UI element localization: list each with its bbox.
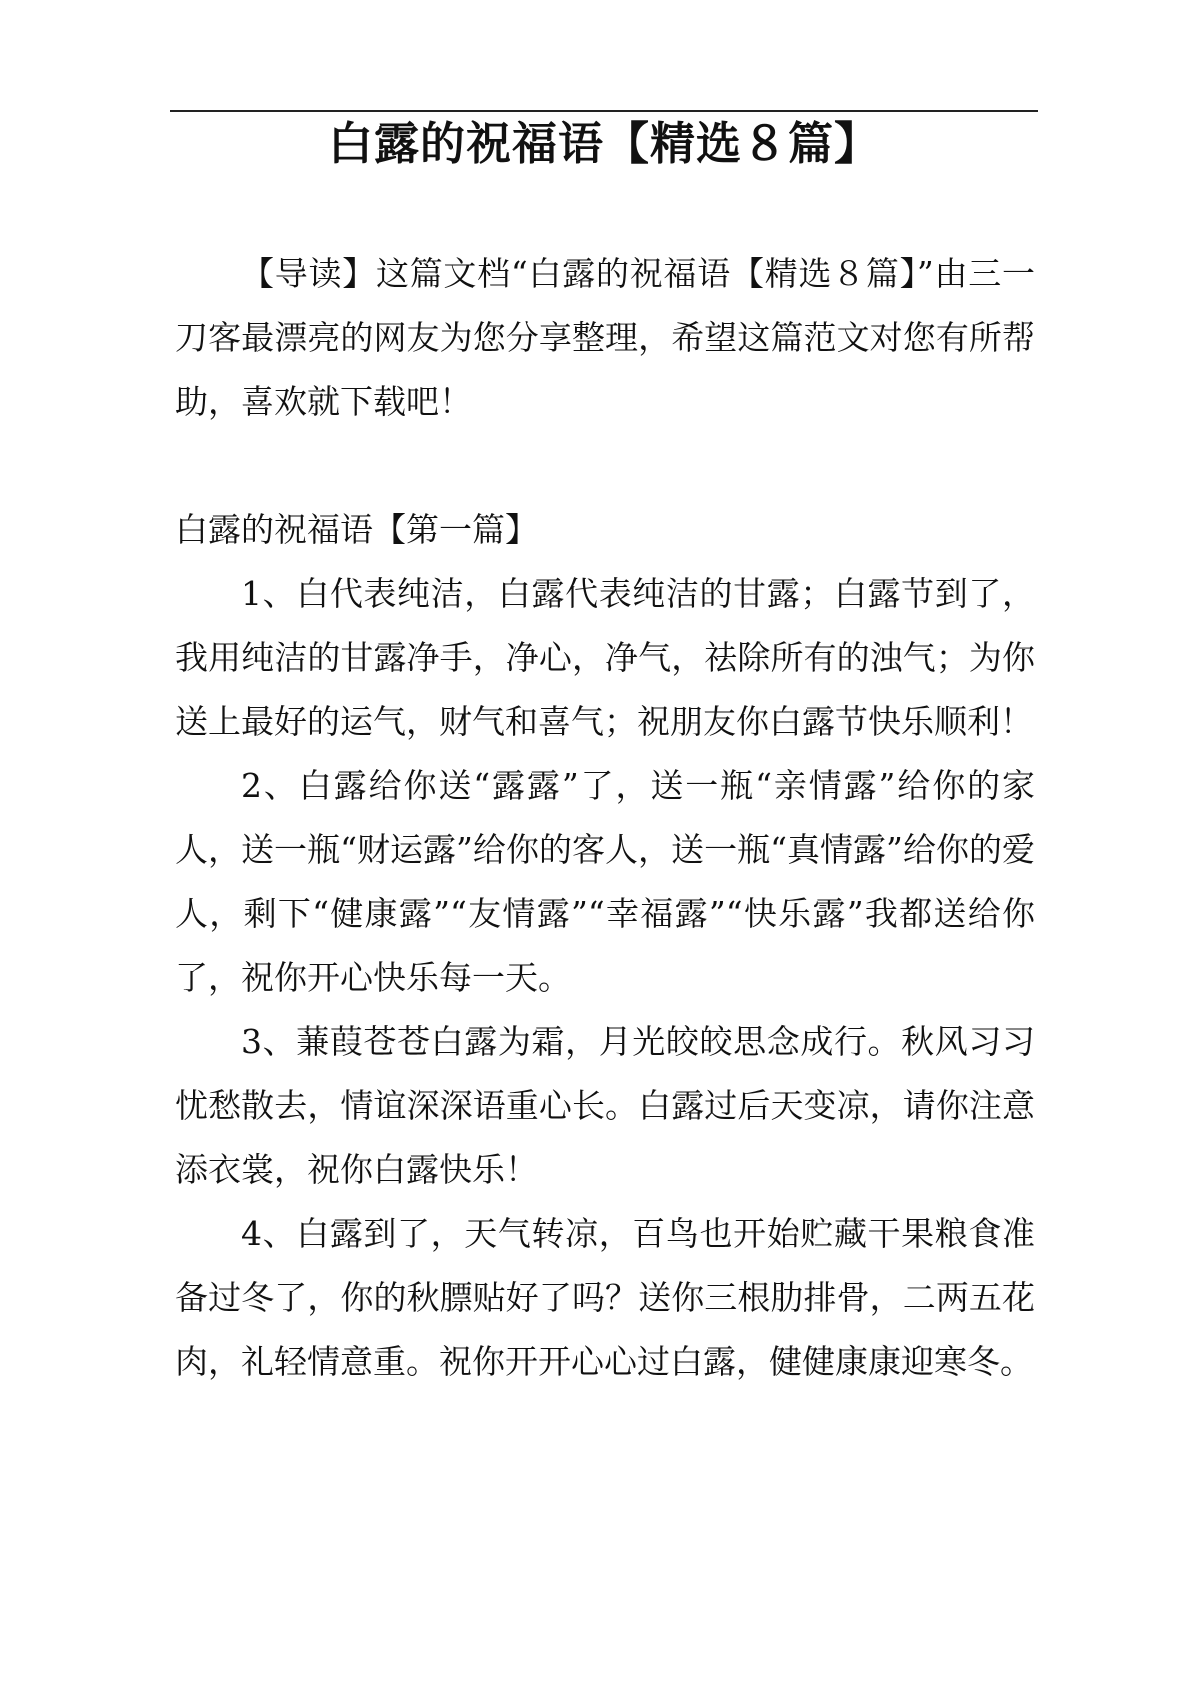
intro-paragraph: 【导读】这篇文档“白露的祝福语【精选８篇】”由三一刀客最漂亮的网友为您分享整理，希望这篇范文对您有所帮助，喜欢就下载吧！	[175, 254, 1035, 421]
document-body	[175, 242, 1035, 1394]
document-title: 白露的祝福语【精选８篇】	[327, 117, 880, 170]
greeting-item-1: 1、白代表纯洁，白露代表纯洁的甘露；白露节到了，我用纯洁的甘露净手，净心，净气，祛除所有的浊气；为你送上最好的运气，财气和喜气；祝朋友你白露节快乐顺利！	[175, 574, 1035, 741]
section-heading: 白露的祝福语【第一篇】	[175, 510, 538, 549]
greeting-item-4: 4、白露到了，天气转凉，百鸟也开始贮藏干果粮食准备过冬了，你的秋膘贴好了吗？送你三根肋排骨，二两五花肉，礼轻情意重。祝你开开心心过白露，健健康康迎寒冬。	[175, 1214, 1035, 1381]
greeting-item-3: 3、蒹葭苍苍白露为霜，月光皎皎思念成行。秋风习习忧愁散去，情谊深深语重心长。白露过后天变凉，请你注意添衣裳，祝你白露快乐！	[175, 1022, 1035, 1189]
greeting-item-2: 2、白露给你送“露露”了，送一瓶“亲情露”给你的家人，送一瓶“财运露”给你的客人，送一瓶“真情露”给你的爱人，剩下“健康露”“友情露”“幸福露”“快乐露”我都送给你了，祝你开心快乐每一天。	[175, 766, 1035, 997]
